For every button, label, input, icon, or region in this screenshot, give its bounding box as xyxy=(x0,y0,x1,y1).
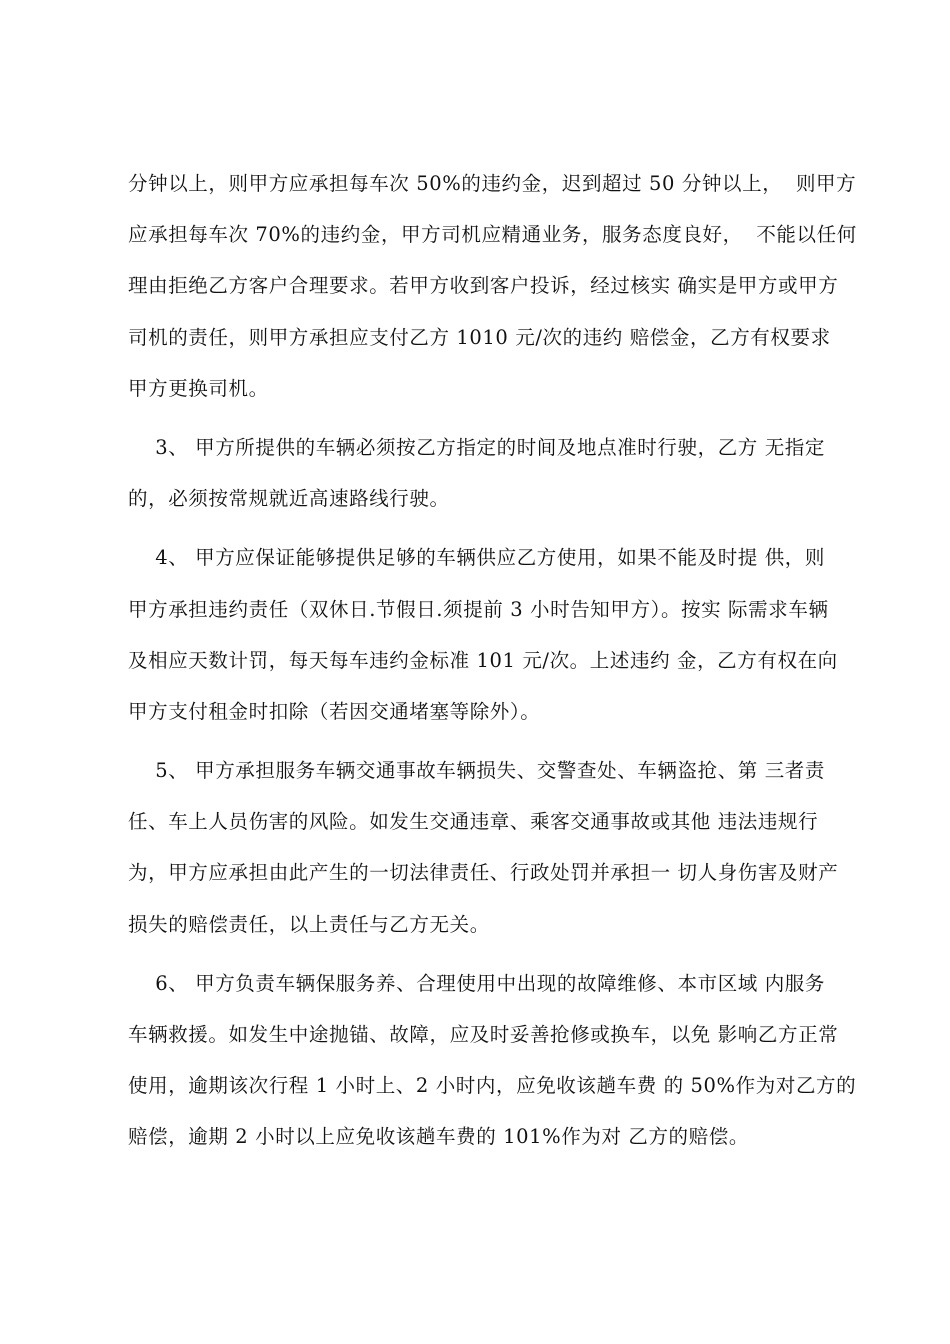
text-line: 3、 甲方所提供的车辆必须按乙方指定的时间及地点准时行驶，乙方 无指定 xyxy=(128,435,825,459)
paragraph-1 xyxy=(128,158,857,414)
document-body xyxy=(128,158,857,1163)
text-line: 使用，逾期该次行程 1 小时上、2 小时内，应免收该趟车费 的 50%作为对乙方的 xyxy=(128,1074,857,1098)
text-line: 5、 甲方承担服务车辆交通事故车辆损失、交警查处、车辆盗抢、第 三者责 xyxy=(128,759,825,783)
text-line: 分钟以上，则甲方应承担每车次 50%的违约金，迟到超过 50 分钟以上， 则甲方 xyxy=(128,172,857,195)
paragraph-spacer xyxy=(128,737,848,745)
text-line: 4、 甲方应保证能够提供足够的车辆供应乙方使用，如果不能及时提 供，则 xyxy=(128,546,825,570)
text-line: 6、 甲方负责车辆保服务养、合理使用中出现的故障维修、本市区域 内服务 xyxy=(128,971,825,995)
text-line: 应承担每车次 70%的违约金，甲方司机应精通业务，服务态度良好， 不能以任何 xyxy=(128,223,857,247)
text-line: 为，甲方应承担由此产生的一切法律责任、行政处罚并承担一 切人身伤害及财产 xyxy=(128,861,839,885)
text-line: 理由拒绝乙方客户合理要求。若甲方收到客户投诉，经过核实 确实是甲方或甲方 xyxy=(128,274,839,298)
paragraph-3 xyxy=(128,532,848,737)
text-line: 甲方承担违约责任（双休日.节假日.须提前 3 小时告知甲方）。按实 际需求车辆 xyxy=(128,597,829,621)
text-line: 损失的赔偿责任，以上责任与乙方无关。 xyxy=(128,912,490,936)
paragraph-2 xyxy=(128,422,848,524)
paragraph-spacer xyxy=(128,524,848,532)
paragraph-spacer xyxy=(128,414,848,422)
paragraph-4 xyxy=(128,745,848,950)
text-line: 的，必须按常规就近高速路线行驶。 xyxy=(128,487,450,511)
text-line: 车辆救援。如发生中途抛锚、故障，应及时妥善抢修或换车，以免 影响乙方正常 xyxy=(128,1023,839,1046)
text-line: 赔偿，逾期 2 小时以上应免收该趟车费的 101%作为对 乙方的赔偿。 xyxy=(128,1125,749,1149)
text-line: 甲方支付租金时扣除（若因交通堵塞等除外）。 xyxy=(128,699,541,723)
paragraph-spacer xyxy=(128,950,848,958)
text-line: 司机的责任，则甲方承担应支付乙方 1010 元/次的违约 赔偿金，乙方有权要求 xyxy=(128,325,831,349)
text-line: 甲方更换司机。 xyxy=(128,376,269,400)
text-line: 及相应天数计罚，每天每车违约金标准 101 元/次。上述违约 金，乙方有权在向 xyxy=(128,648,838,672)
text-line: 任、车上人员伤害的风险。如发生交通违章、乘客交通事故或其他 违法违规行 xyxy=(128,810,819,834)
paragraph-5 xyxy=(128,958,857,1163)
